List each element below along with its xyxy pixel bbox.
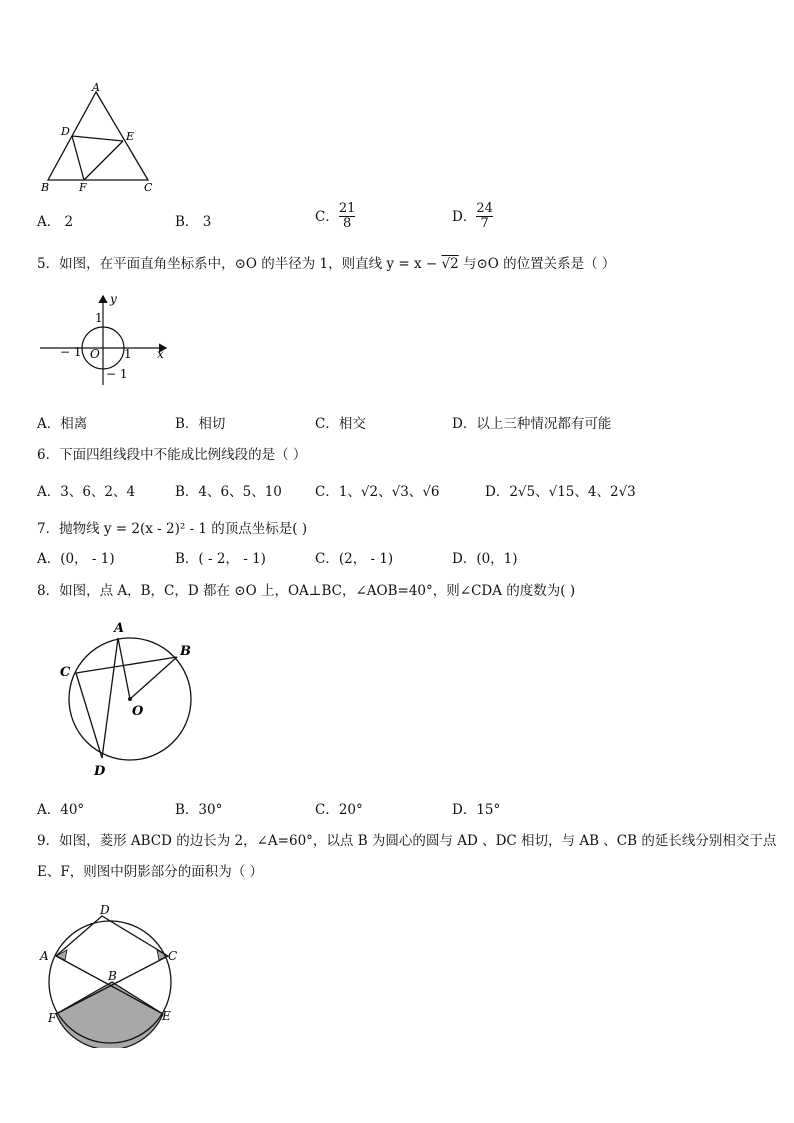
q6-option-d[interactable] <box>485 483 636 501</box>
q6-option-c[interactable] <box>315 483 440 501</box>
option-key: A． <box>37 214 61 230</box>
q8-label-o: O <box>132 704 144 719</box>
option-text: 相离 <box>60 416 88 432</box>
q9-rhombus-figure <box>34 898 184 1048</box>
q4-label-c: C <box>144 181 153 194</box>
q8-label-b: B <box>180 644 191 659</box>
q7-option-d[interactable] <box>452 550 518 568</box>
q5-axis-x-label: x <box>157 347 164 361</box>
option-key: C． <box>315 802 339 818</box>
q5-tick-neg1-bottom: − 1 <box>106 367 128 381</box>
option-key: D． <box>452 416 477 432</box>
fraction-numerator: 21 <box>338 201 356 216</box>
option-text: 2 <box>64 214 74 230</box>
q4-label-f: F <box>79 181 87 194</box>
option-key: B． <box>175 802 199 818</box>
option-text: 2√5、√15、4、2√3 <box>509 484 636 500</box>
q9-label-d: D <box>100 903 110 917</box>
q8-label-a: A <box>114 621 125 636</box>
q7-stem: 7．抛物线 y = 2(x - 2)² - 1 的顶点坐标是( ) <box>37 521 308 537</box>
option-key: B． <box>175 484 199 500</box>
option-text: 以上三种情况都有可能 <box>476 416 612 432</box>
q5-tick-1-top: 1 <box>95 311 103 325</box>
q6-option-a[interactable] <box>37 483 135 501</box>
q8-label-d: D <box>94 764 106 779</box>
q8-option-d[interactable] <box>452 801 500 819</box>
q7-option-a[interactable] <box>37 550 115 568</box>
option-key: B． <box>175 214 199 230</box>
q5-tick-1-right: 1 <box>124 347 132 361</box>
option-text: (2， - 1) <box>338 551 394 567</box>
option-text: 20° <box>338 802 363 818</box>
option-text: 15° <box>476 802 501 818</box>
option-text: 3、6、2、4 <box>60 484 136 500</box>
q5-option-d[interactable] <box>452 415 611 433</box>
q8-option-a[interactable] <box>37 801 84 819</box>
option-key: B． <box>175 551 199 567</box>
option-text: 40° <box>60 802 85 818</box>
fraction-denominator: 7 <box>480 216 489 231</box>
option-key: A． <box>37 484 61 500</box>
q9-stem-line1: 9．如图，菱形 ABCD 的边长为 2，∠A=60°，以点 B 为圆心的圆与 AD 、DC 相切，与 AB 、CB 的延长线分别相交于点 <box>37 833 777 849</box>
q7-option-b[interactable] <box>175 550 266 568</box>
option-text: 30° <box>198 802 223 818</box>
q7-option-c[interactable] <box>315 550 393 568</box>
option-text: 相交 <box>338 416 366 432</box>
q5-tick-neg1-left: − 1 <box>60 345 82 359</box>
option-key: D． <box>485 484 510 500</box>
q4-option-a[interactable] <box>37 213 73 231</box>
q5-option-b[interactable] <box>175 415 225 433</box>
q5-axis-y-label: y <box>110 292 117 306</box>
q8-stem: 8．如图，点 A，B，C，D 都在 ⊙O 上，OA⊥BC，∠AOB=40°，则∠CDA 的度数为( ) <box>37 583 576 599</box>
option-key: A． <box>37 551 61 567</box>
q4-option-b[interactable] <box>175 213 211 231</box>
q5-option-a[interactable] <box>37 415 87 433</box>
q4-label-d: D <box>61 125 70 138</box>
option-key: D． <box>452 551 477 567</box>
q4-option-d[interactable] <box>452 202 493 231</box>
option-text: ( - 2， - 1) <box>198 551 266 567</box>
q8-label-c: C <box>60 665 71 680</box>
q5-stem-text-end: 与⊙O 的位置关系是（ ） <box>458 256 616 272</box>
option-text: 1、√2、√3、√6 <box>338 484 440 500</box>
option-text: 4、6、5、10 <box>198 484 282 500</box>
q5-option-c[interactable] <box>315 415 366 433</box>
q6-stem: 6．下面四组线段中不能成比例线段的是（ ） <box>37 447 307 463</box>
option-key: D． <box>452 802 477 818</box>
q5-stem-sqrt: √2 <box>441 256 459 272</box>
option-text: 相切 <box>198 416 226 432</box>
option-key: A． <box>37 802 61 818</box>
fraction-denominator: 8 <box>342 216 352 231</box>
q5-origin-label: O <box>90 347 100 361</box>
option-text: (0， - 1) <box>60 551 115 567</box>
option-key: B． <box>175 416 199 432</box>
option-text: (0，1) <box>476 551 518 567</box>
option-key: C． <box>315 484 339 500</box>
q9-stem-line2: E、F，则图中阴影部分的面积为（ ） <box>37 864 264 880</box>
q9-label-b: B <box>108 969 117 983</box>
q9-label-e: E <box>162 1009 171 1023</box>
q5-stem-text: 5．如图，在平面直角坐标系中，⊙O 的半径为 1，则直线 y = x − <box>37 256 442 272</box>
q5-stem <box>37 255 615 273</box>
option-key: D． <box>452 208 477 225</box>
q4-label-a: A <box>92 81 100 94</box>
q9-label-a: A <box>40 949 49 963</box>
q8-option-c[interactable] <box>315 801 363 819</box>
fraction <box>476 202 493 231</box>
q4-label-b: B <box>41 181 50 194</box>
q6-option-b[interactable] <box>175 483 282 501</box>
q5-coordinate-figure <box>36 290 176 390</box>
option-key: C． <box>315 551 339 567</box>
fraction-numerator: 24 <box>476 201 493 216</box>
q9-label-c: C <box>168 949 178 963</box>
option-text: 3 <box>202 214 212 230</box>
q8-option-b[interactable] <box>175 801 222 819</box>
option-key: C． <box>315 208 339 225</box>
option-key: C． <box>315 416 339 432</box>
q4-option-c[interactable] <box>315 202 355 231</box>
q4-label-e: E <box>126 130 135 143</box>
option-key: A． <box>37 416 61 432</box>
q9-label-f: F <box>48 1011 57 1025</box>
fraction <box>339 202 356 231</box>
q4-triangle-figure <box>36 80 166 195</box>
q8-circle-figure <box>54 615 204 780</box>
